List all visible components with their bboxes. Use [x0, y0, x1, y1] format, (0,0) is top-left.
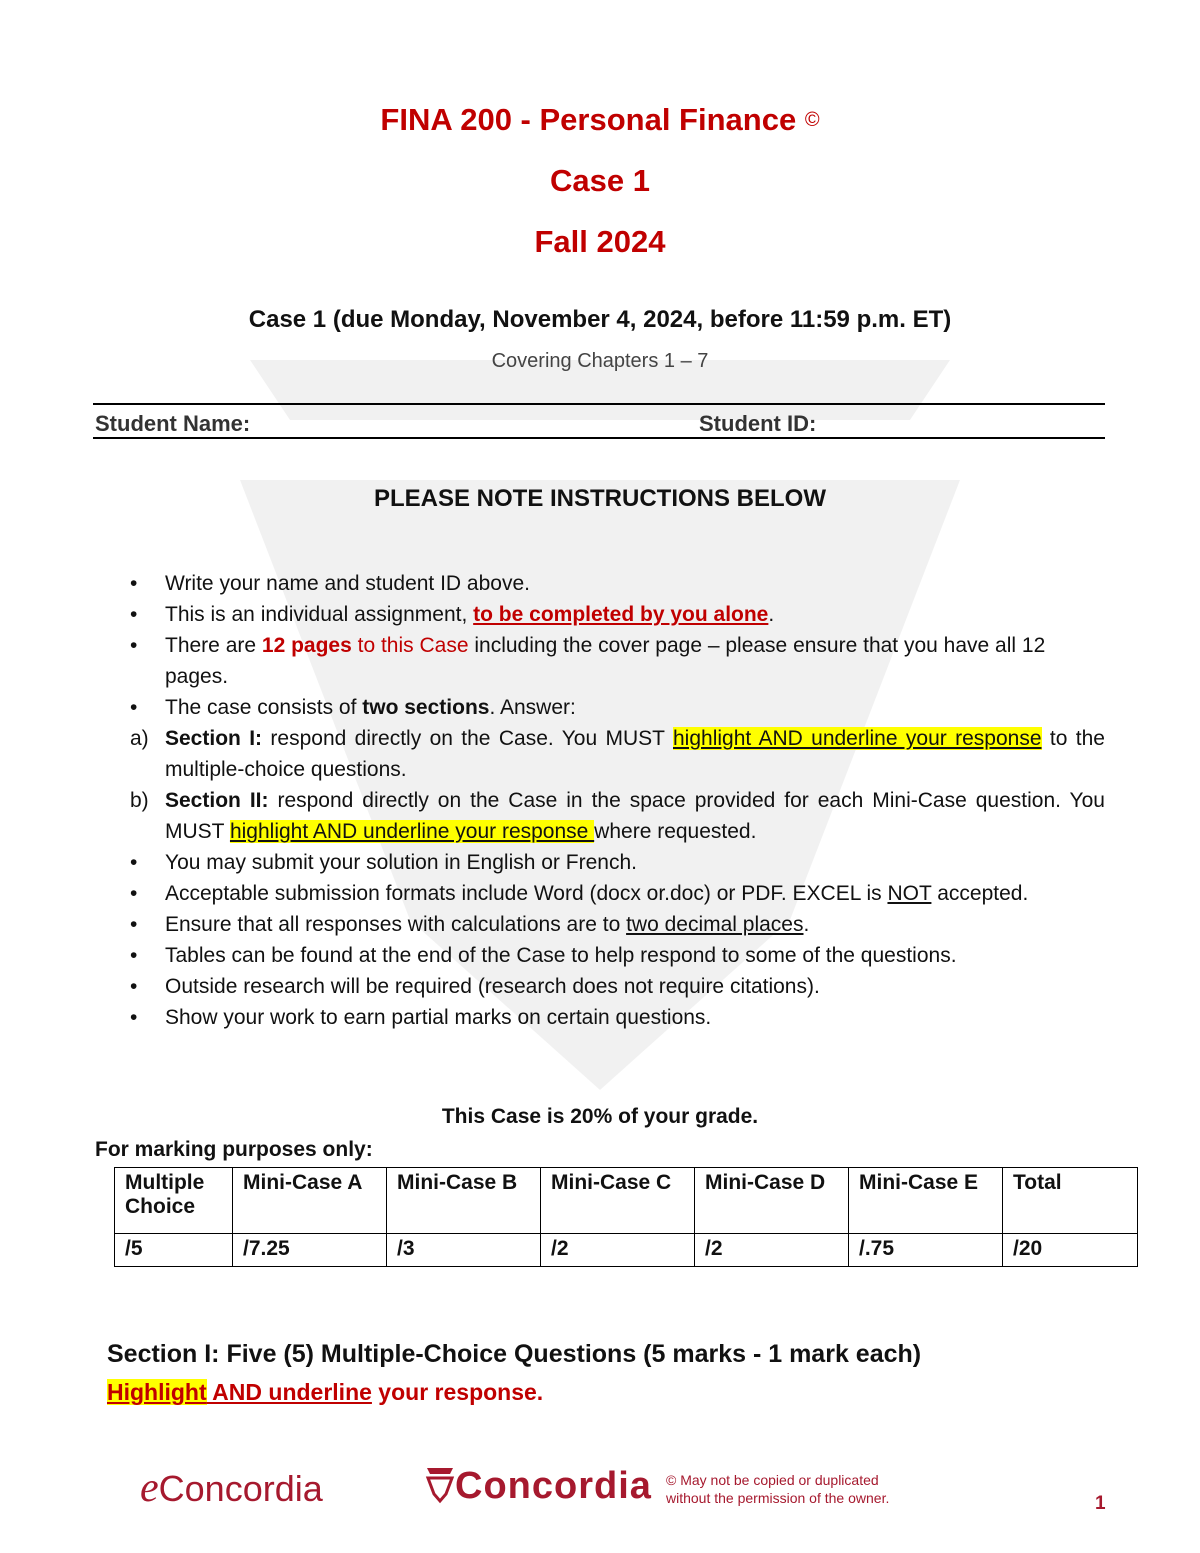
- copyright-symbol: ©: [804, 109, 820, 131]
- rule-bottom: [93, 437, 1105, 439]
- list-item: • You may submit your solution in English or French.: [130, 851, 637, 874]
- student-name-label: Student Name:: [95, 411, 251, 436]
- rule-top: [93, 403, 1105, 405]
- instructions-list: [130, 568, 1105, 1033]
- term-title: Fall 2024: [534, 224, 666, 259]
- table-cell: /3: [387, 1234, 541, 1267]
- table-cell: /5: [115, 1234, 233, 1267]
- list-item: • Tables can be found at the end of the Case to help respond to some of the questions.: [130, 944, 957, 967]
- list-item: • The case consists of two sections. Answer:: [130, 696, 576, 719]
- list-item: • Show your work to earn partial marks on certain questions.: [130, 1006, 712, 1029]
- page-number: 1: [1095, 1493, 1106, 1514]
- table-header-cell: Mini-Case B: [387, 1168, 541, 1234]
- table-row: [115, 1168, 1138, 1234]
- marks-table: [114, 1167, 1138, 1267]
- list-item: • Ensure that all responses with calculations are to two decimal places.: [130, 913, 810, 936]
- copyright-notice: © May not be copied or duplicated without the permission of the owner.: [666, 1472, 890, 1506]
- course-title: FINA 200 - Personal Finance ©: [380, 102, 820, 137]
- table-cell: /2: [695, 1234, 849, 1267]
- list-item: • Outside research will be required (research does not require citations).: [130, 975, 820, 998]
- instructions-heading: PLEASE NOTE INSTRUCTIONS BELOW: [373, 485, 826, 512]
- table-header-cell: Mini-Case D: [695, 1168, 849, 1234]
- list-item: • Write your name and student ID above.: [130, 572, 530, 595]
- table-header-cell: Mini-Case A: [233, 1168, 387, 1234]
- table-header-cell: Total: [1003, 1168, 1138, 1234]
- chapters-covered: Covering Chapters 1 – 7: [491, 350, 709, 372]
- table-header-cell: Multiple Choice: [115, 1168, 233, 1234]
- section-instruction: Highlight AND underline your response.: [107, 1379, 544, 1405]
- due-date: Case 1 (due Monday, November 4, 2024, before 11:59 p.m. ET): [248, 306, 952, 333]
- concordia-shield-icon: [425, 1464, 455, 1504]
- econcordia-logo: eConcordia: [140, 1465, 323, 1511]
- list-item: • This is an individual assignment, to be completed by you alone.: [130, 603, 775, 626]
- e-mark-icon: e: [140, 1465, 159, 1511]
- table-header-cell: Mini-Case E: [849, 1168, 1003, 1234]
- list-item-a: a) Section I: respond directly on the Case. You MUST highlight AND underline your response to the multiple-choice questions.: [130, 727, 1105, 781]
- section-title: Section I: Five (5) Multiple-Choice Questions (5 marks - 1 mark each): [107, 1340, 922, 1368]
- grade-statement: This Case is 20% of your grade.: [441, 1105, 759, 1128]
- table-row: [115, 1234, 1138, 1267]
- case-title: Case 1: [550, 163, 650, 198]
- list-item-b: b) Section II: respond directly on the Case in the space provided for each Mini-Case question. You MUST highlight AND underline your response where requested.: [130, 789, 1105, 843]
- student-id-label: Student ID:: [699, 411, 817, 436]
- list-item: • There are 12 pages to this Case including the cover page – please ensure that you have all 12 pages.: [130, 634, 1046, 688]
- table-header-cell: Mini-Case C: [541, 1168, 695, 1234]
- table-cell: /2: [541, 1234, 695, 1267]
- table-cell: /20: [1003, 1234, 1138, 1267]
- marking-label: For marking purposes only:: [95, 1138, 373, 1161]
- list-item: • Acceptable submission formats include Word (docx or.doc) or PDF. EXCEL is NOT accepted.: [130, 882, 1029, 905]
- concordia-logo: Concordia: [425, 1464, 652, 1514]
- table-cell: /.75: [849, 1234, 1003, 1267]
- table-cell: /7.25: [233, 1234, 387, 1267]
